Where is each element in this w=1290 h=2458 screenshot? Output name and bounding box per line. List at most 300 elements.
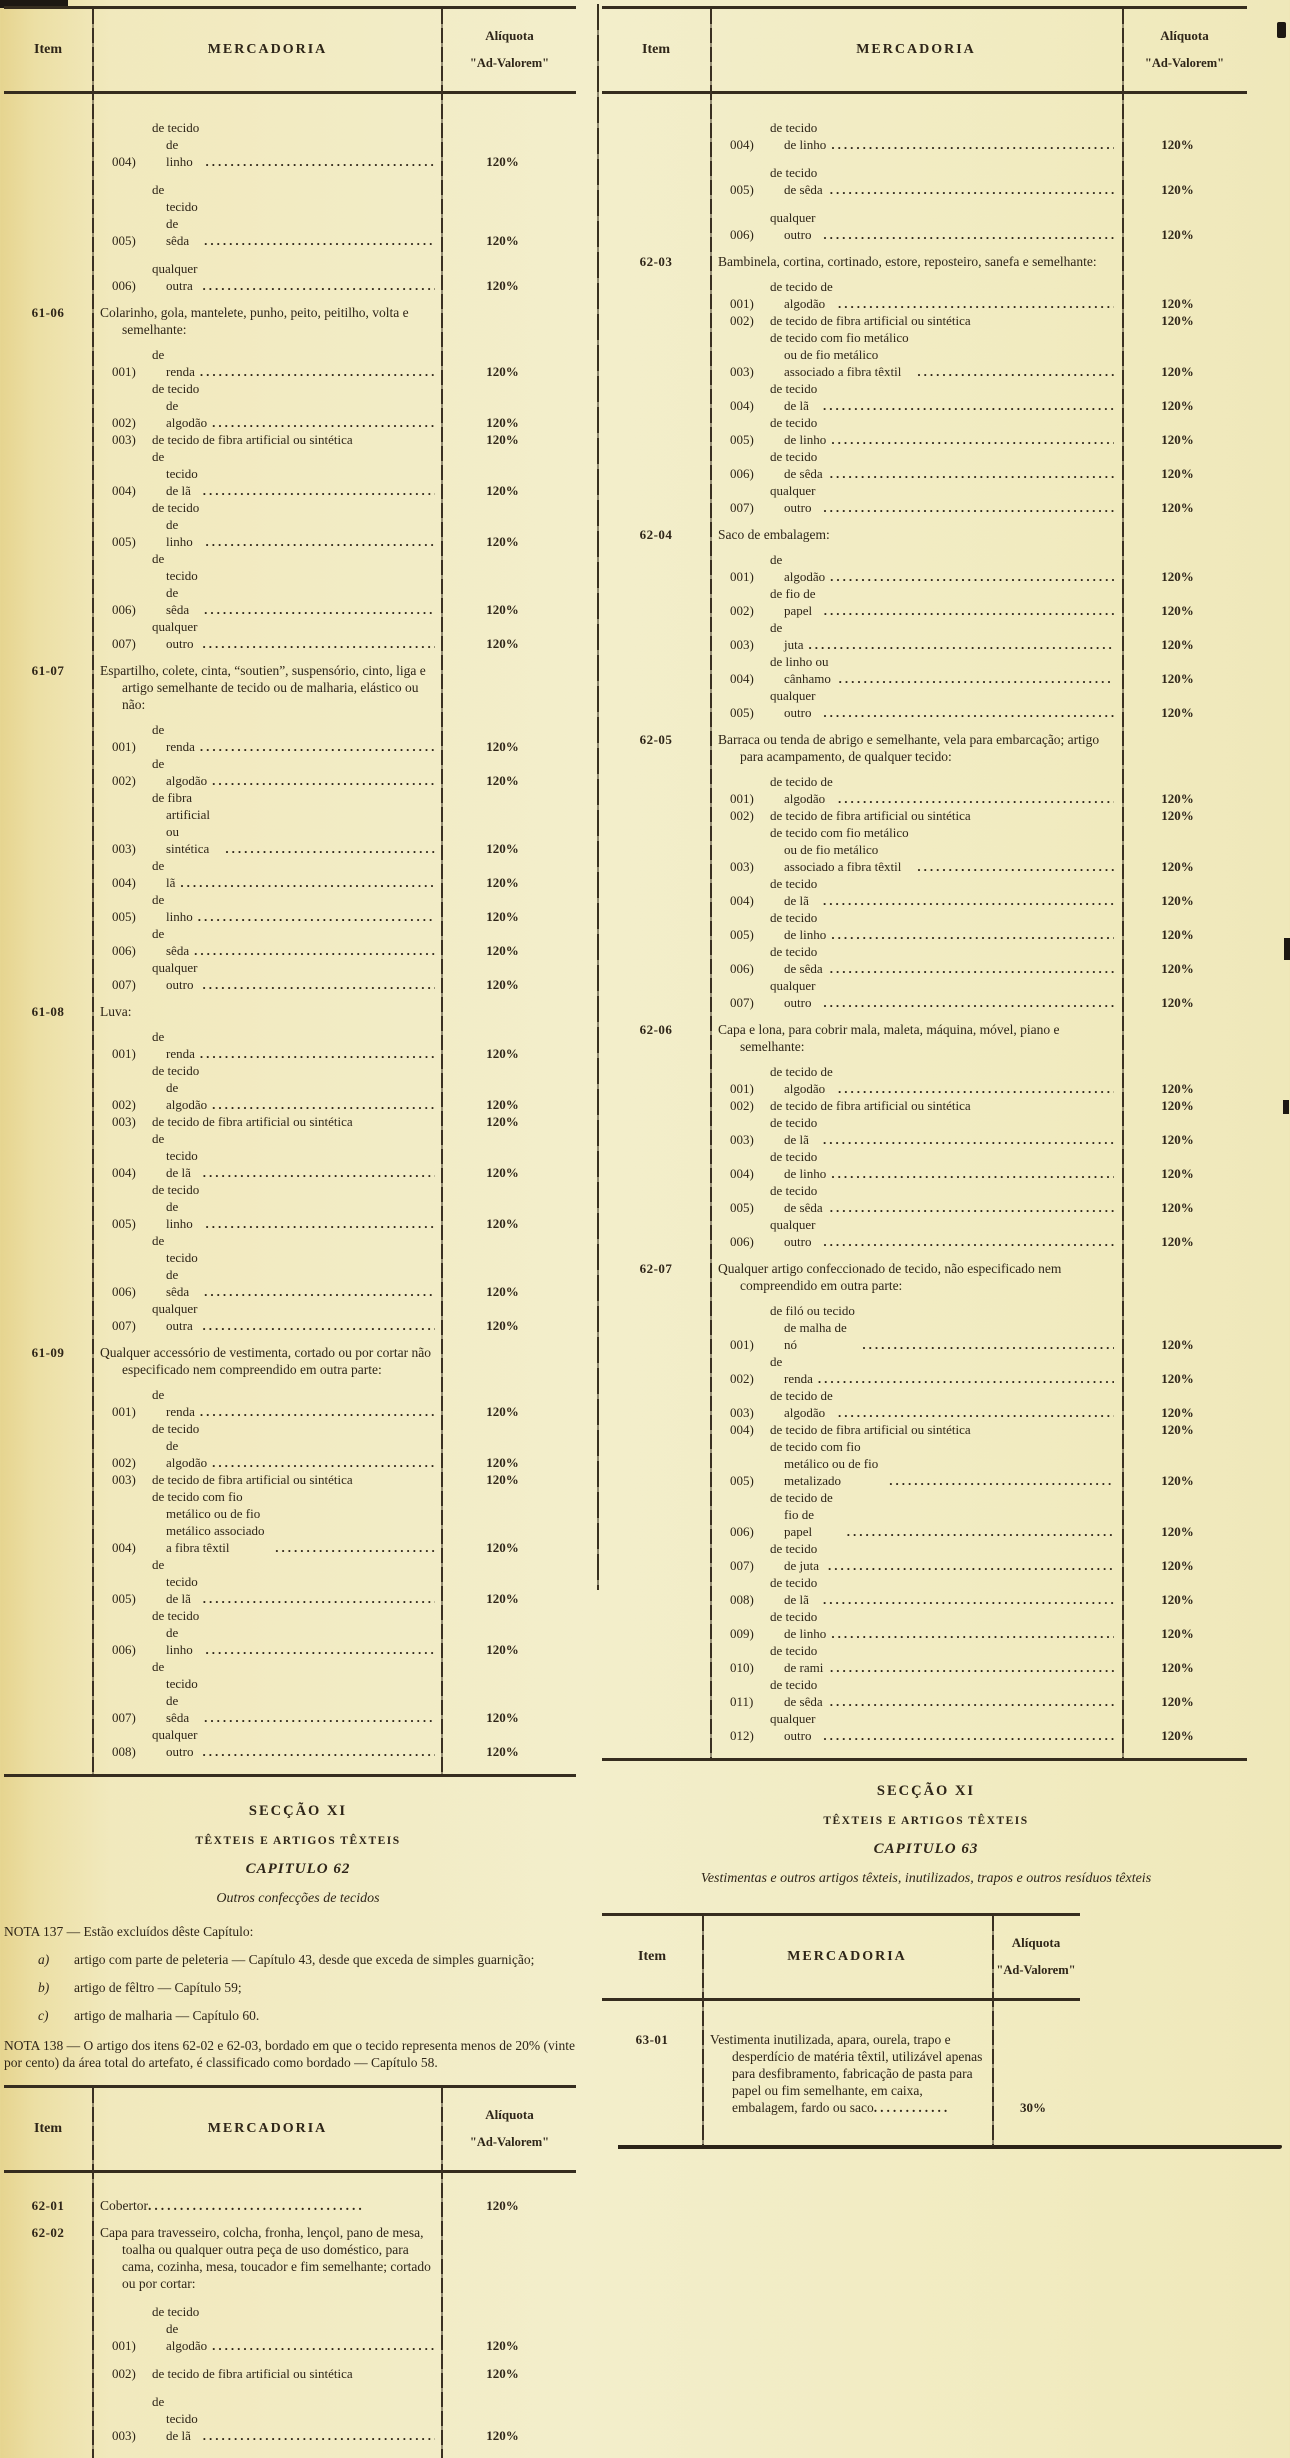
dot-leader <box>823 1727 1114 1744</box>
row-item-code <box>4 1386 92 1420</box>
row-item-code <box>4 448 92 499</box>
row-item-code <box>602 1063 710 1097</box>
sub-item-label: de juta <box>770 620 804 652</box>
sub-item-code: 001) <box>112 739 136 754</box>
rate-value: 120% <box>1161 1098 1194 1113</box>
table-header <box>4 9 576 94</box>
sub-item-label: de tecido de algodão <box>770 774 833 806</box>
row-item-code <box>602 1302 710 1353</box>
sub-item-code: 006) <box>112 1642 136 1657</box>
table-row <box>4 1420 576 1471</box>
row-description <box>92 789 443 857</box>
sub-item-code: 007) <box>112 1318 136 1333</box>
row-item-code <box>602 329 710 380</box>
row-item-code <box>602 164 710 198</box>
dot-leader <box>275 1539 435 1556</box>
row-item-code <box>4 1726 92 1760</box>
row-description <box>710 824 1122 875</box>
col-header-mercadoria: MERCADORIA <box>787 1949 907 1964</box>
row-description <box>710 1353 1122 1387</box>
sub-item-code: 001) <box>730 1081 754 1096</box>
table-row <box>4 1130 576 1181</box>
nota-list-item <box>4 1979 592 1996</box>
table-row <box>602 329 1247 380</box>
row-description <box>710 1642 1122 1676</box>
row-description <box>92 662 443 713</box>
rate-value: 120% <box>486 739 519 754</box>
section-chapter-63 <box>602 1783 1250 1887</box>
sub-item-code: 007) <box>112 977 136 992</box>
left-column <box>4 0 592 2458</box>
sub-item-code: 007) <box>112 1710 136 1725</box>
dot-leader <box>823 1131 1114 1148</box>
dot-leader <box>194 942 435 959</box>
table-row <box>602 1097 1247 1114</box>
row-item-code <box>602 943 710 977</box>
dot-leader <box>205 1641 435 1658</box>
table-row <box>4 448 576 499</box>
table-row <box>4 550 576 618</box>
column-rule <box>92 2088 94 2458</box>
dot-leader <box>831 926 1114 943</box>
table-body <box>602 94 1247 1758</box>
rate-value: 120% <box>486 1642 519 1657</box>
rate-value: 120% <box>1161 182 1194 197</box>
dot-leader <box>839 670 1114 687</box>
sub-item-label: de tecido de juta <box>770 1541 820 1573</box>
row-description <box>710 909 1122 943</box>
rate-value: 120% <box>1161 1422 1194 1437</box>
sub-item-label: de linho <box>152 892 193 924</box>
table-row <box>602 253 1247 270</box>
table-row <box>4 891 576 925</box>
row-description <box>92 1386 443 1420</box>
table-row <box>602 164 1247 198</box>
sub-item-label: de tecido de lã <box>152 1131 198 1180</box>
row-description <box>710 1438 1122 1489</box>
row-item-code <box>4 499 92 550</box>
table-row <box>4 346 576 380</box>
table-row <box>4 499 576 550</box>
row-item-code <box>602 909 710 943</box>
dot-leader <box>917 858 1114 875</box>
table-row <box>602 1182 1247 1216</box>
dot-leader <box>205 153 435 170</box>
column-rule <box>441 9 443 1774</box>
list-item-text: artigo de fêltro — Capítulo 59; <box>74 1980 242 1995</box>
dot-leader <box>862 1336 1114 1353</box>
advalorem-label: "Ad-Valorem" <box>996 1962 1076 1977</box>
row-description <box>92 346 443 380</box>
table-row <box>602 1387 1247 1421</box>
row-item-code <box>4 925 92 959</box>
col-header-aliquota <box>443 29 576 70</box>
section-title: SECÇÃO XI <box>876 1783 976 1799</box>
dot-leader <box>202 277 435 294</box>
table-row <box>4 2365 576 2382</box>
table-row <box>602 585 1247 619</box>
row-item-code <box>4 721 92 755</box>
rate-value: 120% <box>1161 432 1194 447</box>
row-description <box>92 499 443 550</box>
row-item-code <box>602 448 710 482</box>
row-description <box>710 1574 1122 1608</box>
row-item-code <box>4 1420 92 1471</box>
row-item-code <box>602 619 710 653</box>
rate-value: 120% <box>1161 1132 1194 1147</box>
dot-leader <box>200 1403 435 1420</box>
scan-artifact <box>1283 1100 1289 1114</box>
row-item-code <box>602 1421 710 1438</box>
row-description <box>92 1028 443 1062</box>
table-row <box>4 1344 576 1378</box>
sub-item-code: 001) <box>112 2338 136 2353</box>
table-row <box>4 119 576 170</box>
table-row <box>602 731 1247 765</box>
sub-item-label: de tecido de algodão <box>152 1421 208 1470</box>
dot-leader <box>204 232 435 249</box>
row-description <box>710 164 1122 198</box>
sub-item-label: qualquer outro <box>152 619 198 651</box>
row-item-code <box>602 312 710 329</box>
table-header <box>4 2088 576 2173</box>
sub-item-code: 004) <box>730 671 754 686</box>
nota-138: NOTA 138 — O artigo dos itens 62-02 e 62-03, bordado em que o tecido representa menos de 20% (vinte por cento) da área total do artefato, é classificado como bordado — Capítulo 58. <box>4 2038 576 2070</box>
row-description <box>92 1062 443 1113</box>
table-row <box>602 278 1247 312</box>
table-row <box>602 1710 1247 1744</box>
description-text: Barraca ou tenda de abrigo e semelhante, vela para embarcação; artigo para acampamento, de qualquer tecido: <box>718 732 1100 764</box>
row-item-code: 62-01 <box>31 2198 65 2213</box>
sub-item-label: de tecido de linho <box>770 1149 827 1181</box>
advalorem-label: "Ad-Valorem" <box>469 2134 550 2149</box>
sub-item-code: 002) <box>730 1371 754 1386</box>
sub-item-label: de lã <box>152 858 176 890</box>
row-description <box>710 1387 1122 1421</box>
rate-value: 120% <box>1161 1558 1194 1573</box>
row-item-code: 63-01 <box>635 2032 669 2047</box>
sub-item-label: de tecido de sêda <box>770 1183 823 1215</box>
row-item-code: 61-08 <box>31 1004 65 1019</box>
dot-leader <box>212 1096 435 1113</box>
dot-leader <box>830 568 1114 585</box>
dot-leader <box>830 1659 1114 1676</box>
dot-leader <box>202 976 435 993</box>
rate-value: 120% <box>486 154 519 169</box>
table-header <box>602 9 1247 94</box>
row-description <box>92 857 443 891</box>
row-description <box>92 1471 443 1488</box>
dot-leader <box>823 994 1114 1011</box>
dot-leader <box>917 363 1114 380</box>
sub-item-code: 002) <box>112 2366 136 2381</box>
row-description <box>92 1300 443 1334</box>
column-rule <box>710 9 712 1758</box>
row-description <box>92 550 443 618</box>
table-row <box>602 875 1247 909</box>
dot-leader <box>831 1625 1114 1642</box>
table-body <box>602 2001 1080 2146</box>
rate-value: 120% <box>1161 1592 1194 1607</box>
rate-value: 120% <box>486 278 519 293</box>
row-description <box>710 773 1122 807</box>
row-description <box>710 1114 1122 1148</box>
row-item-code <box>602 1489 710 1540</box>
sub-item-label: de algodão <box>152 756 208 788</box>
rate-value: 120% <box>1161 995 1194 1010</box>
row-description <box>92 721 443 755</box>
tariff-table-chapter-63 <box>602 1913 1080 2146</box>
sub-item-code: 001) <box>112 1046 136 1061</box>
table-row <box>602 1114 1247 1148</box>
table-row <box>602 448 1247 482</box>
row-description <box>92 2224 443 2292</box>
row-item-code <box>602 1710 710 1744</box>
rate-value: 120% <box>486 1318 519 1333</box>
sub-item-code: 001) <box>730 1337 754 1352</box>
rate-value: 120% <box>1161 1626 1194 1641</box>
table-row <box>602 1302 1247 1353</box>
row-item-code <box>4 346 92 380</box>
sub-item-code: 006) <box>112 1284 136 1299</box>
table-row <box>602 909 1247 943</box>
sub-item-label: de tecido de fio de papel <box>770 1490 833 1539</box>
table-row <box>4 1300 576 1334</box>
sub-item-label: de tecido de linho <box>770 910 827 942</box>
rate-value: 120% <box>1161 1728 1194 1743</box>
dot-leader <box>818 1370 1114 1387</box>
rate-value: 30% <box>1020 2100 1046 2115</box>
dot-leader <box>203 2427 435 2444</box>
sub-item-label: de tecido de sêda <box>770 449 823 481</box>
dot-leader <box>838 295 1114 312</box>
column-rule <box>992 1916 994 2146</box>
sub-item-code: 002) <box>112 1097 136 1112</box>
dot-leader <box>198 908 435 925</box>
sub-item-code: 001) <box>730 296 754 311</box>
row-item-code <box>4 1607 92 1658</box>
row-item-code: 62-06 <box>639 1022 673 1037</box>
dot-leader <box>828 1557 1114 1574</box>
dot-leader <box>180 874 435 891</box>
dot-leader <box>823 499 1114 516</box>
table-row <box>4 662 576 713</box>
sub-item-code: 008) <box>112 1744 136 1759</box>
sub-item-code: 007) <box>730 1558 754 1573</box>
table-row <box>4 1607 576 1658</box>
row-item-code <box>602 1608 710 1642</box>
sub-item-label: de tecido com fio metálico ou de fio metalizado <box>770 1439 879 1488</box>
row-item-code <box>602 414 710 448</box>
row-description <box>92 380 443 431</box>
row-description <box>92 1726 443 1760</box>
sub-item-label: de linho ou cânhamo <box>770 654 831 686</box>
rate-value: 120% <box>486 534 519 549</box>
table-row <box>4 260 576 294</box>
row-description <box>710 209 1122 243</box>
row-description <box>710 1608 1122 1642</box>
dot-leader <box>202 1317 435 1334</box>
sub-item-code: 007) <box>730 995 754 1010</box>
sub-item-code: 003) <box>730 859 754 874</box>
row-item-code: 62-04 <box>639 527 673 542</box>
row-item-code <box>4 1062 92 1113</box>
sub-item-label: de tecido de lã <box>152 2394 198 2443</box>
sub-item-label: qualquer outro <box>770 483 816 515</box>
table-row <box>602 551 1247 585</box>
aliquota-label: Alíquota <box>485 2107 534 2123</box>
row-description <box>92 1181 443 1232</box>
row-description <box>92 1420 443 1471</box>
rate-value: 120% <box>1161 808 1194 823</box>
sub-item-label: de tecido de lã <box>770 876 818 908</box>
row-item-code <box>4 2365 92 2382</box>
rate-value: 120% <box>1161 398 1194 413</box>
row-item-code <box>4 1488 92 1556</box>
table-row <box>602 1608 1247 1642</box>
row-item-code: 61-06 <box>31 305 65 320</box>
sub-item-code: 005) <box>112 534 136 549</box>
rate-value: 120% <box>486 415 519 430</box>
column-rule <box>441 2088 443 2458</box>
dot-leader <box>830 465 1114 482</box>
row-item-code <box>4 1658 92 1726</box>
rate-value: 120% <box>486 977 519 992</box>
sub-item-label: de tecido de fibra artificial ou sintética <box>770 1098 971 1113</box>
sub-item-code: 006) <box>730 227 754 242</box>
sub-item-label: de tecido com fio metálico ou de fio metálico associado a fibra têxtil <box>152 1489 265 1555</box>
sub-item-code: 006) <box>112 278 136 293</box>
scan-artifact <box>1284 938 1290 960</box>
sub-item-label: de tecido de linho <box>152 1608 200 1657</box>
sub-item-code: 005) <box>730 1200 754 1215</box>
row-item-code <box>4 1556 92 1607</box>
rate-value: 120% <box>486 841 519 856</box>
table-row <box>4 1003 576 1020</box>
row-description <box>710 1182 1122 1216</box>
sub-item-code: 006) <box>730 961 754 976</box>
row-description <box>710 807 1122 824</box>
sub-item-code: 005) <box>112 1591 136 1606</box>
list-item-letter: a) <box>38 1952 50 1967</box>
rate-value: 120% <box>1161 227 1194 242</box>
list-item-text: artigo com parte de peleteria — Capítulo 43, desde que exceda de simples guarnição; <box>74 1952 535 1967</box>
row-description <box>710 585 1122 619</box>
sub-item-code: 005) <box>730 432 754 447</box>
description-text: Capa para travesseiro, colcha, fronha, lençol, pano de mesa, toalha ou qualquer outra peça de uso doméstico, para cama, cozinha, mesa, toucador e fim semelhante; cortado ou por cortar: <box>100 2225 431 2291</box>
row-description <box>710 977 1122 1011</box>
rate-value: 120% <box>1161 637 1194 652</box>
dot-leader <box>148 2198 365 2213</box>
rate-value: 120% <box>486 1744 519 1759</box>
row-description <box>92 2365 443 2382</box>
sub-item-label: de tecido de sêda <box>152 551 198 617</box>
sub-item-label: de renda <box>152 1387 195 1419</box>
sub-item-label: de renda <box>770 1354 813 1386</box>
row-item-code <box>4 380 92 431</box>
rate-value: 120% <box>486 364 519 379</box>
rate-value: 120% <box>1161 705 1194 720</box>
description-text: Luva: <box>100 1004 132 1019</box>
sub-item-label: de tecido de linho <box>152 1182 200 1231</box>
table-row <box>602 1021 1247 1055</box>
rate-value: 120% <box>486 1472 519 1487</box>
table-row <box>602 1438 1247 1489</box>
rate-value: 120% <box>486 2428 519 2443</box>
table-row <box>602 1260 1247 1294</box>
section-title: SECÇÃO XI <box>248 1803 348 1819</box>
row-item-code <box>4 857 92 891</box>
row-description <box>710 1676 1122 1710</box>
advalorem-label: "Ad-Valorem" <box>469 55 550 70</box>
sub-item-code: 001) <box>730 791 754 806</box>
dot-leader <box>830 1199 1114 1216</box>
sub-item-label: qualquer outro <box>152 960 198 992</box>
sub-item-code: 010) <box>730 1660 754 1675</box>
rate-value: 120% <box>486 2366 519 2381</box>
row-description <box>92 1232 443 1300</box>
dot-leader <box>203 482 435 499</box>
col-header-aliquota <box>443 2108 576 2149</box>
row-item-code <box>4 1232 92 1300</box>
row-item-code <box>602 1148 710 1182</box>
row-item-code <box>4 2393 92 2444</box>
sub-item-label: qualquer outro <box>770 1217 816 1249</box>
sub-item-code: 003) <box>112 1472 136 1487</box>
dot-leader <box>202 1743 435 1760</box>
table-row <box>602 1148 1247 1182</box>
row-description <box>92 1130 443 1181</box>
sub-item-code: 006) <box>730 466 754 481</box>
sub-item-label: de tecido de sêda <box>152 1233 198 1299</box>
row-item-code <box>602 977 710 1011</box>
row-item-code <box>602 551 710 585</box>
dot-leader <box>808 636 1114 653</box>
table-row <box>4 721 576 755</box>
sub-item-label: qualquer outro <box>770 688 816 720</box>
sub-item-code: 006) <box>730 1234 754 1249</box>
sub-item-label: qualquer outro <box>770 210 816 242</box>
rate-value: 120% <box>486 1216 519 1231</box>
dot-leader <box>889 1472 1114 1489</box>
sub-item-label: de tecido de sêda <box>770 944 823 976</box>
table-row <box>4 1181 576 1232</box>
row-item-code <box>602 278 710 312</box>
sub-item-label: de tecido de fibra artificial ou sintética <box>152 1472 353 1487</box>
row-description <box>92 2303 443 2354</box>
table-row <box>602 943 1247 977</box>
col-header-aliquota <box>992 1936 1080 1977</box>
sub-item-code: 004) <box>112 1540 136 1555</box>
rate-value: 120% <box>486 1591 519 1606</box>
sub-item-code: 005) <box>112 233 136 248</box>
row-description <box>92 959 443 993</box>
row-item-code <box>602 380 710 414</box>
dot-leader <box>203 1164 435 1181</box>
rate-value: 120% <box>1161 1660 1194 1675</box>
dot-leader <box>225 840 435 857</box>
dot-leader <box>874 2100 951 2115</box>
row-item-code <box>4 260 92 294</box>
table-row <box>4 789 576 857</box>
table-row <box>602 526 1247 543</box>
rate-value: 120% <box>1161 1473 1194 1488</box>
sub-item-label: de tecido de lã <box>770 1575 818 1607</box>
sub-item-code: 004) <box>730 398 754 413</box>
sub-item-code: 005) <box>730 927 754 942</box>
table-row <box>4 1028 576 1062</box>
sub-item-label: de tecido de linho <box>152 500 200 549</box>
